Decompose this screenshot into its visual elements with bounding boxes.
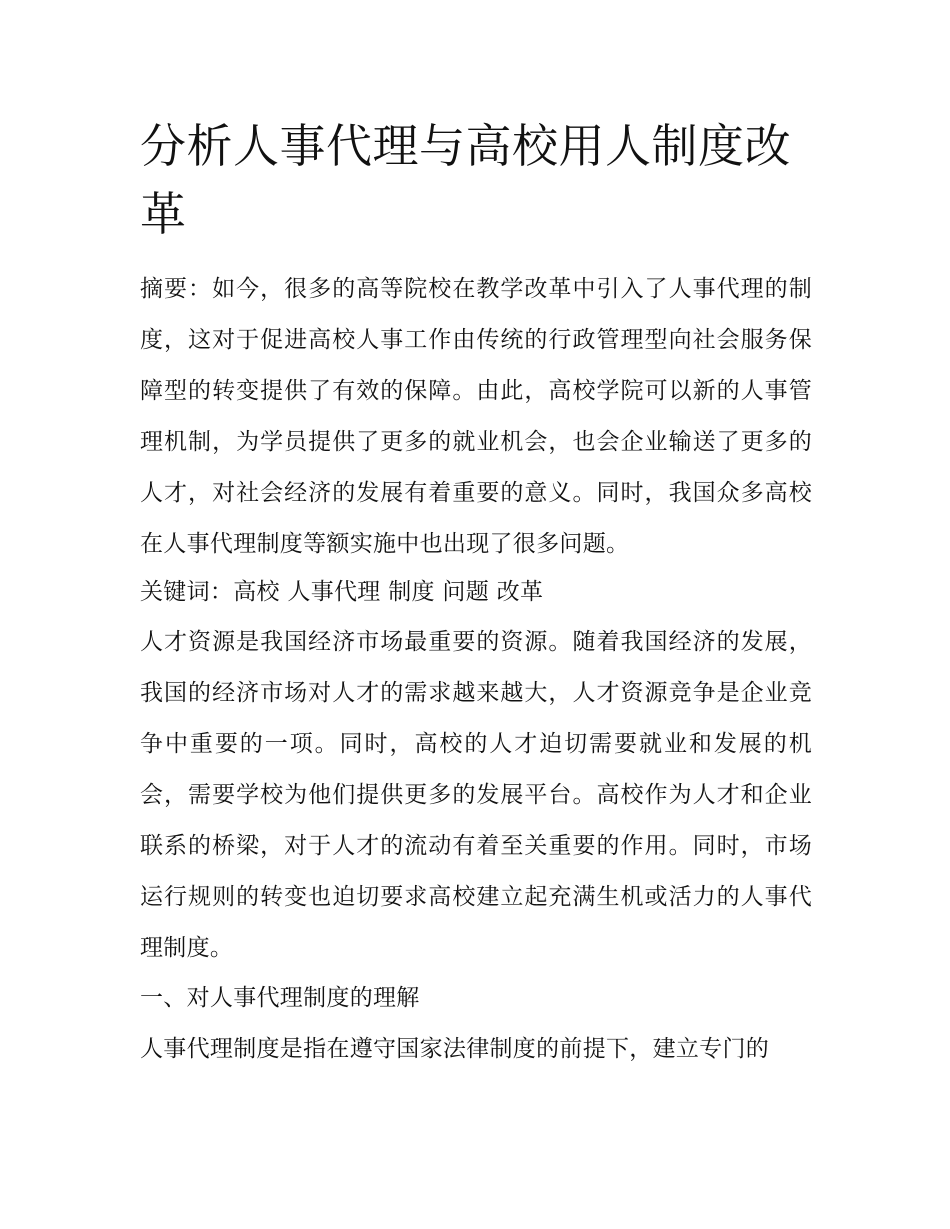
document-body (140, 112, 812, 1075)
section-paragraph: 人事代理制度是指在遵守国家法律制度的前提下，建立专门的 (140, 1036, 770, 1062)
intro-paragraph: 人才资源是我国经济市场最重要的资源。随着我国经济的发展，我国的经济市场对人才的需求越来越大，人才资源竞争是企业竞争中重要的一项。同时，高校的人才迫切需要就业和发展的机会，需要学校为他们提供更多的发展平台。高校作为人才和企业联系的桥梁，对于人才的流动有着至关重要的作用。同时，市场运行规则的转变也迫切要求高校建立起充满生机或活力的人事代理制度。 (140, 629, 812, 961)
document-title: 分析人事代理与高校用人制度改革 (140, 119, 791, 241)
section-heading: 一、对人事代理制度的理解 (140, 985, 420, 1011)
keywords-line: 关键词：高校 人事代理 制度 问题 改革 (140, 579, 544, 605)
abstract-paragraph: 摘要：如今，很多的高等院校在教学改革中引入了人事代理的制度，这对于促进高校人事工作由传统的行政管理型向社会服务保障型的转变提供了有效的保障。由此，高校学院可以新的人事管理机制，为学员提供了更多的就业机会，也会企业输送了更多的人才，对社会经济的发展有着重要的意义。同时，我国众多高校在人事代理制度等额实施中也出现了很多问题。 (140, 276, 812, 557)
